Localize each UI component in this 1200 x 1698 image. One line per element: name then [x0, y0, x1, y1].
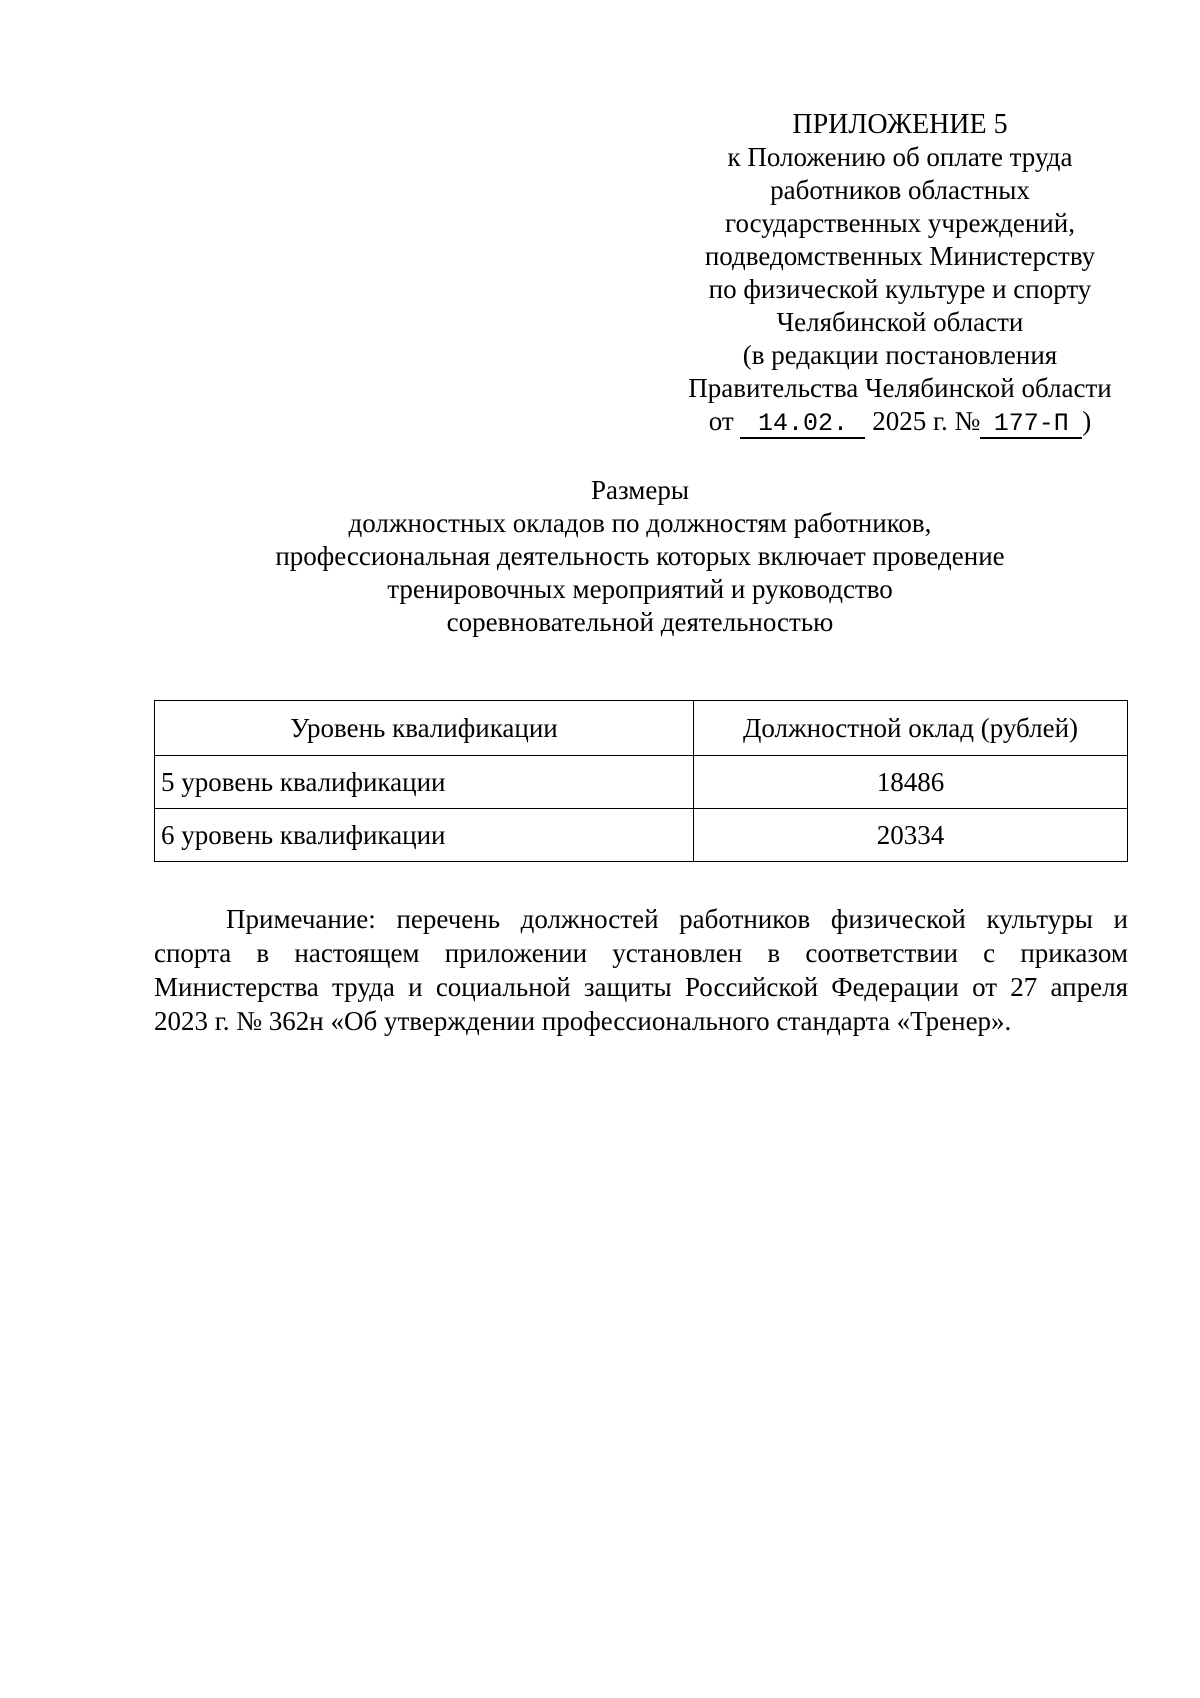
- table-header-row: [155, 701, 1128, 756]
- heading-line: тренировочных мероприятий и руководство: [387, 574, 893, 604]
- date-suffix: ): [1082, 406, 1092, 436]
- note-text: Примечание: перечень должностей работников физической культуры и спорта в настоящем приложении установлен в соответствии с приказом Министерства труда и социальной защиты Российской Федерации от 27 апреля 2023 г. № 362н «Об утверждении профессионального стандарта «Тренер».: [154, 904, 1128, 1036]
- appendix-line: работников областных: [770, 175, 1030, 205]
- table-row: [155, 756, 1128, 809]
- resolution-date: 14.02.: [740, 411, 865, 439]
- resolution-number: 177-П: [980, 411, 1082, 439]
- appendix-block: [640, 108, 1160, 439]
- column-header-salary: Должностной оклад (рублей): [694, 701, 1128, 756]
- appendix-line: Челябинской области: [776, 307, 1024, 337]
- salary-table: [154, 700, 1128, 862]
- appendix-line: государственных учреждений,: [725, 208, 1075, 238]
- note-block: [154, 902, 1128, 1038]
- salary-amount-cell: 18486: [694, 756, 1128, 809]
- heading-line: должностных окладов по должностям работников,: [348, 508, 932, 538]
- appendix-line: Правительства Челябинской области: [688, 373, 1112, 403]
- heading-line: профессиональная деятельность которых включает проведение: [275, 541, 1005, 571]
- heading-line: соревновательной деятельностью: [446, 607, 834, 637]
- table-row: [155, 809, 1128, 862]
- column-header-level: Уровень квалификации: [155, 701, 694, 756]
- appendix-line: к Положению об оплате труда: [727, 142, 1073, 172]
- qualification-level-cell: 5 уровень квалификации: [155, 756, 694, 809]
- document-heading: [160, 474, 1120, 639]
- appendix-line: по физической культуре и спорту: [708, 274, 1092, 304]
- qualification-level-cell: 6 уровень квалификации: [155, 809, 694, 862]
- appendix-line: подведомственных Министерству: [704, 241, 1096, 271]
- heading-line: Размеры: [591, 475, 689, 505]
- appendix-title: ПРИЛОЖЕНИЕ 5: [792, 109, 1008, 140]
- date-prefix: от: [708, 406, 734, 436]
- salary-amount-cell: 20334: [694, 809, 1128, 862]
- resolution-date-line: [709, 405, 1092, 439]
- appendix-line: (в редакции постановления: [742, 340, 1058, 370]
- date-mid: 2025 г. №: [872, 406, 981, 436]
